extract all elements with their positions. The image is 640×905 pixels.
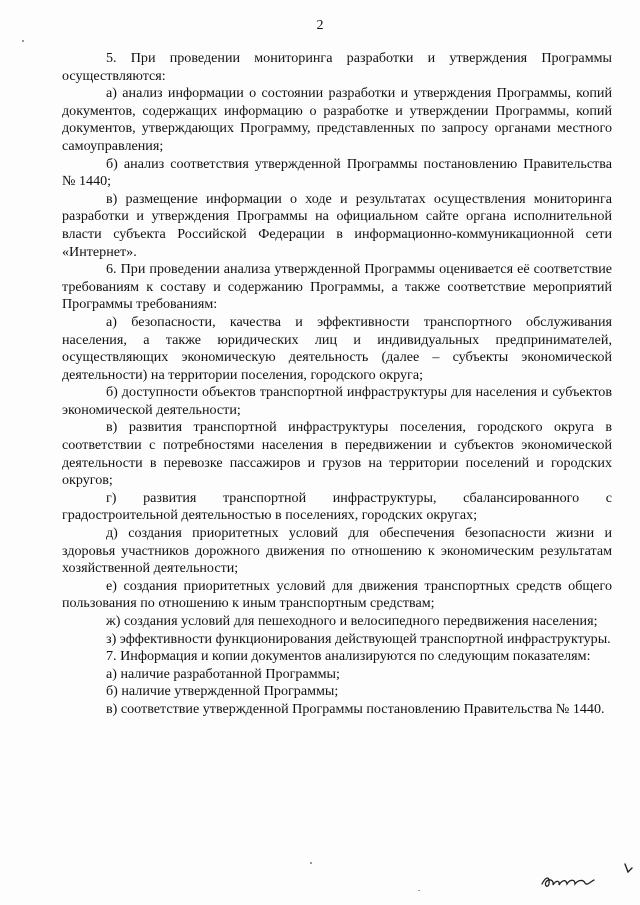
paragraph-6a: а) безопасности, качества и эффективности транспортного обслуживания населения, а также юридических лиц и индивидуальных предпринимателей, осуществляющих экономическую деятельность (далее – субъекты экономической деятельности) на территории поселения, городского округа;	[62, 313, 612, 383]
paragraph-6e: е) создания приоритетных условий для движения транспортных средств общего пользования по отношению к иным транспортным средствам;	[62, 577, 612, 612]
paragraph-6d: д) создания приоритетных условий для обеспечения безопасности жизни и здоровья участников дорожного движения по отношению к экономическим результатам хозяйственной деятельности;	[62, 525, 612, 577]
paragraph-7b: б) наличие утвержденной Программы;	[106, 683, 339, 700]
paragraph-5: 5. При проведении мониторинга разработки и утверждения Программы осуществляются:	[62, 50, 612, 84]
scan-speck	[22, 40, 24, 42]
paragraph-6z: з) эффективности функционирования действующей транспортной инфраструктуры.	[106, 630, 611, 647]
paragraph-6b: б) доступности объектов транспортной инфраструктуры для населения и субъектов экономической деятельности;	[62, 384, 612, 418]
document-body	[62, 50, 612, 719]
scan-speck	[310, 862, 312, 864]
paragraph-5v: в) размещение информации о ходе и результатах осуществления мониторинга разработки и утверждения Программы на официальном сайте органа исполнительной власти субъекта Российской Федерации в информационно-коммуникационной сети «Интернет».	[62, 190, 612, 260]
paragraph-7a: а) наличие разработанной Программы;	[106, 665, 340, 682]
handwritten-initials	[540, 870, 596, 890]
paragraph-6zh: ж) создания условий для пешеходного и велосипедного передвижения населения;	[106, 613, 598, 629]
paragraph-5b: б) анализ соответствия утвержденной Программы постановлению Правительства № 1440;	[62, 155, 612, 190]
paragraph-5a: а) анализ информации о состоянии разработки и утверждения Программы, копий документов, содержащих информацию о разработке и утверждении Программы, копий документов, утверждающих Программу, представленных по запросу органами местного самоуправления;	[62, 85, 612, 154]
page-number: 2	[316, 18, 324, 33]
corner-mark	[622, 862, 634, 876]
paragraph-6v: в) развития транспортной инфраструктуры поселения, городского округа в соответствии с потребностями населения в передвижении и субъектов экономической деятельности в перевозке пассажиров и грузов на территории поселений и городских округов;	[62, 419, 612, 489]
scan-speck	[418, 890, 420, 891]
paragraph-6: 6. При проведении анализа утвержденной Программы оценивается её соответствие требованиям к составу и содержанию Программы, а также соответствие мероприятий Программы требованиям:	[62, 261, 612, 313]
paragraph-6g: г) развития транспортной инфраструктуры, сбалансированного с градостроительной деятельностью в поселениях, городских округах;	[62, 489, 612, 524]
paragraph-7: 7. Информация и копии документов анализируются по следующим показателям:	[106, 648, 591, 665]
paragraph-7v: в) соответствие утвержденной Программы постановлению Правительства № 1440.	[106, 700, 605, 717]
